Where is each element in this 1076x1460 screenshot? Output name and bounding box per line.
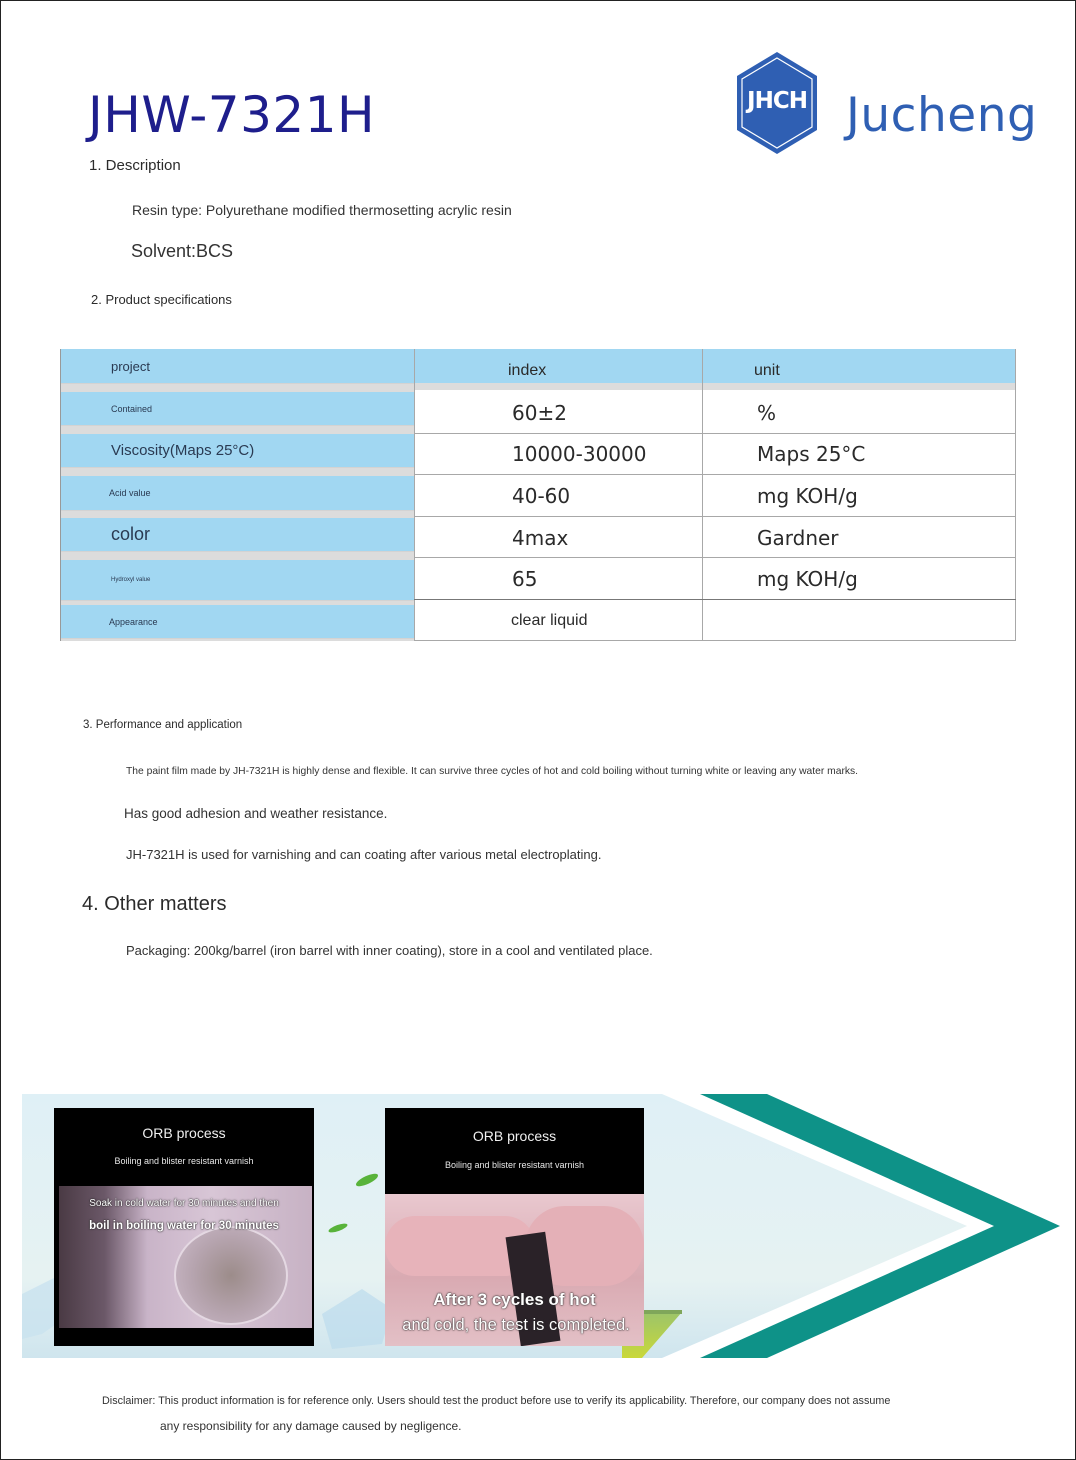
row-label-acid-value: Acid value: [61, 476, 415, 510]
row-label-hydroxyl-value: Hydroxyl value: [61, 560, 415, 600]
resin-type-text: Resin type: Polyurethane modified thermosetting acrylic resin: [132, 202, 512, 218]
row-label-color: color: [61, 518, 415, 551]
performance-line-2: Has good adhesion and weather resistance.: [124, 806, 388, 821]
section-heading-other-matters: 4. Other matters: [82, 893, 227, 915]
grid-line: [414, 516, 1016, 517]
performance-line-3: JH-7321H is used for varnishing and can coating after various metal electroplating.: [126, 847, 602, 862]
cell-unit-viscosity: Maps 25°C: [757, 442, 866, 466]
brand-name: Jucheng: [846, 88, 1038, 143]
row-label-contained: Contained: [61, 392, 415, 425]
video1-caption-line-1: Soak in cold water for 30 minutes and then: [89, 1198, 279, 1209]
video2-subtitle: Boiling and blister resistant varnish: [444, 1160, 585, 1170]
cell-unit-color: Gardner: [757, 525, 839, 550]
cell-unit-hydroxyl-value: mg KOH/g: [757, 566, 858, 591]
header-cell-project: project: [61, 349, 415, 383]
video2-caption-line-1: After 3 cycles of hot: [433, 1290, 596, 1309]
packaging-text: Packaging: 200kg/barrel (iron barrel with inner coating), store in a cool and ventilated place.: [126, 943, 653, 958]
hexagon-logo-icon: [735, 50, 819, 156]
project-column: [60, 349, 415, 641]
video2-caption-line-2: and cold, the test is completed.: [402, 1316, 630, 1334]
grid-line: [1015, 349, 1016, 641]
specifications-table: [60, 349, 1016, 641]
grid-line: [414, 474, 1016, 475]
cell-index-color: 4max: [512, 525, 569, 550]
disclaimer-line-2: any responsibility for any damage caused by negligence.: [160, 1419, 462, 1433]
cell-index-contained: 60±2: [512, 400, 567, 425]
video2-title: ORB process: [472, 1128, 557, 1144]
cell-unit-contained: %: [757, 400, 777, 425]
grid-line: [414, 640, 1016, 641]
grid-line: [414, 433, 1016, 434]
cell-unit-acid-value: mg KOH/g: [757, 483, 858, 508]
disclaimer-line-1: Disclaimer: This product information is for reference only. Users should test the product before use to verify its applicability. Therefore, our company does not assume: [102, 1395, 891, 1407]
grid-line: [702, 349, 703, 641]
section-heading-performance: 3. Performance and application: [83, 719, 243, 731]
cell-index-appearance: clear liquid: [511, 611, 588, 629]
row-label-viscosity: Viscosity(Maps 25°C): [61, 434, 415, 467]
performance-line-1: The paint film made by JH-7321H is highly dense and flexible. It can survive three cycles of hot and cold boiling without turning white or leaving any water marks.: [126, 766, 859, 777]
grid-line: [414, 599, 1016, 600]
solvent-text: Solvent:BCS: [131, 241, 234, 261]
grid-line: [414, 349, 415, 641]
video-thumbnail-2[interactable]: [385, 1108, 644, 1346]
logo-badge-text: JHCH: [747, 88, 807, 114]
promo-banner: [22, 1094, 1076, 1358]
row-label-appearance: Appearance: [61, 605, 415, 638]
video-thumbnail-1[interactable]: [54, 1108, 314, 1346]
cell-index-viscosity: 10000-30000: [512, 442, 647, 466]
section-heading-description: 1. Description: [89, 157, 181, 174]
grid-line: [414, 557, 1016, 558]
product-title: JHW-7321H: [88, 86, 376, 144]
video1-subtitle: Boiling and blister resistant varnish: [114, 1156, 254, 1166]
video1-caption-line-2: boil in boiling water for 30 minutes: [89, 1220, 279, 1232]
cell-index-hydroxyl-value: 65: [512, 566, 538, 591]
header-cell-unit: unit: [754, 362, 780, 379]
video1-title: ORB process: [142, 1125, 226, 1141]
header-cell-index: index: [508, 362, 547, 379]
table-grid: [414, 349, 1016, 641]
section-heading-specifications: 2. Product specifications: [91, 292, 232, 307]
cell-index-acid-value: 40-60: [512, 483, 571, 508]
video1-drain-grate: [174, 1226, 288, 1325]
